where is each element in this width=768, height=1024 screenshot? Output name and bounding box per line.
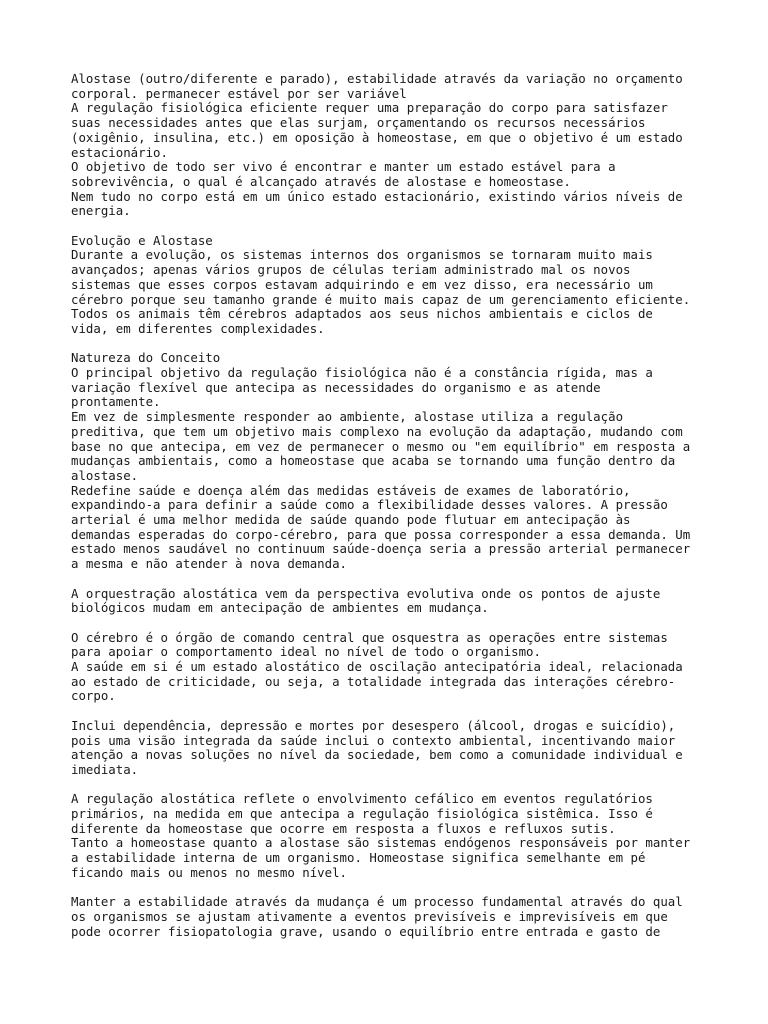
text-line: energia.	[71, 203, 131, 219]
text-line: Nem tudo no corpo está em um único estado estacionário, existindo vários níveis de	[71, 188, 683, 204]
text-line: a estabilidade interna de um organismo. Homeostase significa semelhante em pé	[71, 850, 646, 866]
text-line: ao estado de criticidade, ou seja, a totalidade integrada das interações cérebro-	[71, 673, 676, 689]
text-line: vida, em diferentes complexidades.	[71, 320, 325, 336]
text-line: preditiva, que tem um objetivo mais complexo na evolução da adaptação, mudando com	[71, 423, 683, 439]
text-line: avançados; apenas vários grupos de células teriam administrado mal os novos	[71, 262, 631, 278]
text-line: os organismos se ajustam ativamente a eventos previsíveis e imprevisíveis em que	[71, 908, 668, 924]
text-line: O principal objetivo da regulação fisiológica não é a constância rígida, mas a	[71, 365, 653, 381]
text-line: arterial é uma melhor medida de saúde quando pode flutuar em antecipação às	[71, 512, 631, 528]
text-line: demandas esperadas do corpo-cérebro, para que possa corresponder a essa demanda. Um	[71, 526, 691, 542]
text-line: O cérebro é o órgão de comando central que osquestra as operações entre sistemas	[71, 629, 668, 645]
document-page	[71, 72, 721, 939]
text-line: Natureza do Conceito	[71, 350, 221, 366]
paragraph-gap	[71, 219, 721, 234]
text-line: pois uma visão integrada da saúde inclui o contexto ambiental, incentivando maior	[71, 732, 676, 748]
text-line: (oxigênio, insulina, etc.) em oposição à homeostase, em que o objetivo é um estado	[71, 129, 683, 145]
text-line: Durante a evolução, os sistemas internos dos organismos se tornaram muito mais	[71, 247, 653, 263]
text-line: expandindo-a para definir a saúde como a flexibilidade desses valores. A pressão	[71, 497, 668, 513]
text-line: A regulação fisiológica eficiente requer uma preparação do corpo para satisfazer	[71, 100, 668, 116]
paragraph-gap	[71, 704, 721, 719]
text-line: ficando mais ou menos no mesmo nível.	[71, 864, 348, 880]
text-line: para apoiar o comportamento ideal no nível de todo o organismo.	[71, 644, 541, 660]
text-line: biológicos mudam em antecipação de ambientes em mudança.	[71, 600, 489, 616]
text-line: Inclui dependência, depressão e mortes por desespero (álcool, drogas e suicídio),	[71, 717, 676, 733]
text-line: corporal. permanecer estável por ser variável	[71, 85, 407, 101]
text-line: cérebro porque seu tamanho grande é muito mais capaz de um gerenciamento eficiente.	[71, 291, 691, 307]
text-line: atenção a novas soluções no nível da sociedade, bem como a comunidade individual e	[71, 747, 683, 763]
text-line: primários, na medida em que antecipa a regulação fisiológica sistêmica. Isso é	[71, 806, 653, 822]
text-line: diferente da homeostase que ocorre em resposta a fluxos e refluxos sutis.	[71, 820, 616, 836]
text-line: Alostase (outro/diferente e parado), estabilidade através da variação no orçamento	[71, 71, 683, 86]
text-line: imediata.	[71, 761, 139, 777]
paragraph-gap	[71, 881, 721, 896]
text-line: O objetivo de todo ser vivo é encontrar e manter um estado estável para a	[71, 159, 616, 175]
paragraph-gap	[71, 337, 721, 352]
text-line: prontamente.	[71, 394, 161, 410]
paragraph-gap	[71, 778, 721, 793]
text-line: Manter a estabilidade através da mudança é um processo fundamental através do qual	[71, 894, 683, 910]
text-line: sobrevivência, o qual é alcançado através de alostase e homeostase.	[71, 173, 571, 189]
text-line: Evolução e Alostase	[71, 232, 213, 248]
text-line: base no que antecipa, em vez de permanecer o mesmo ou "em equilíbrio" em resposta a	[71, 438, 691, 454]
text-line: suas necessidades antes que elas surjam, orçamentando os recursos necessários	[71, 115, 646, 131]
paragraph-gap	[71, 572, 721, 587]
text-line: alostase.	[71, 467, 139, 483]
text-line: a mesma e não atender à nova demanda.	[71, 556, 348, 572]
text-line: A orquestração alostática vem da perspectiva evolutiva onde os pontos de ajuste	[71, 585, 661, 601]
text-line: Em vez de simplesmente responder ao ambiente, alostase utiliza a regulação	[71, 409, 624, 425]
text-line: estado menos saudável no continuum saúde-doença seria a pressão arterial permanecer	[71, 541, 691, 557]
text-line: Tanto a homeostase quanto a alostase são sistemas endógenos responsáveis por manter	[71, 835, 691, 851]
text-line: corpo.	[71, 688, 116, 704]
text-line: A regulação alostática reflete o envolvimento cefálico em eventos regulatórios	[71, 791, 653, 807]
text-line: estacionário.	[71, 144, 168, 160]
text-line: Todos os animais têm cérebros adaptados aos seus nichos ambientais e ciclos de	[71, 306, 653, 322]
text-line: mudanças ambientais, como a homeostase que acaba se tornando uma função dentro da	[71, 453, 676, 469]
text-line: pode ocorrer fisiopatologia grave, usando o equilíbrio entre entrada e gasto de	[71, 923, 661, 939]
text-line: Redefine saúde e doença além das medidas estáveis de exames de laboratório,	[71, 482, 631, 498]
text-line: variação flexível que antecipa as necessidades do organismo e as atende	[71, 379, 601, 395]
text-line: sistemas que esses corpos estavam adquirindo e em vez disso, era necessário um	[71, 276, 653, 292]
paragraph-gap	[71, 616, 721, 631]
text-line: A saúde em si é um estado alostático de oscilação antecipatória ideal, relacionada	[71, 659, 683, 675]
